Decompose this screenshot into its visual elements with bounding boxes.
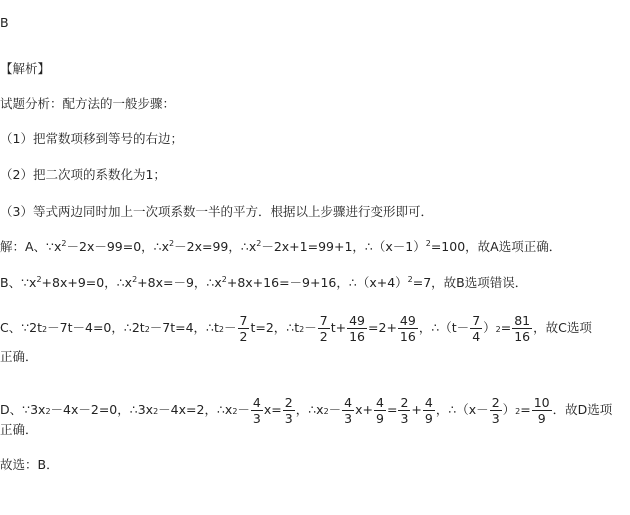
- exponent: 2: [232, 407, 238, 416]
- fraction-numerator: 7: [239, 313, 248, 328]
- solution-c-part: ，∴（t－: [418, 320, 470, 335]
- solution-d-part: x=: [263, 402, 282, 417]
- solution-d-part: ．故D选项: [552, 402, 613, 417]
- solution-b-part: +8x+9=0，∴x: [41, 275, 133, 290]
- fraction-numerator: 2: [400, 395, 409, 410]
- fraction-denominator: 9: [537, 411, 546, 426]
- fraction-numerator: 2: [491, 395, 500, 410]
- fraction: [398, 395, 410, 426]
- solution-c-part: ）: [483, 320, 496, 335]
- fraction-denominator: 16: [399, 329, 416, 344]
- exponent: 2: [45, 407, 51, 416]
- fraction-numerator: 7: [319, 313, 328, 328]
- solution-d-part: =: [520, 402, 531, 417]
- solution-d-part: －4x－2=0，∴3x: [50, 402, 154, 417]
- conclusion-text: 故选：B．: [0, 457, 59, 472]
- fraction-denominator: 3: [284, 411, 293, 426]
- fraction: [398, 313, 418, 344]
- analysis-title-text: 试题分析：配方法的一般步骤：: [0, 96, 176, 111]
- fraction-numerator: 4: [344, 395, 353, 410]
- answer-text: B: [0, 15, 9, 30]
- solution-b-line: [0, 274, 527, 292]
- solution-c-part: t=2，∴t: [250, 320, 300, 335]
- solution-d-part: x+: [355, 402, 373, 417]
- fraction-numerator: 81: [514, 313, 531, 328]
- exponent: 2: [515, 407, 521, 416]
- fraction: [318, 313, 330, 344]
- exponent: 2: [144, 325, 150, 334]
- solution-b-part: +8x=－9，∴x: [137, 275, 222, 290]
- exponent: 2: [132, 274, 138, 284]
- fraction-denominator: 2: [319, 329, 328, 344]
- exponent: 2: [407, 274, 413, 284]
- section-title-text: 【解析】: [0, 61, 51, 76]
- fraction: [532, 395, 552, 426]
- solution-a-part: =100，故A选项正确．: [430, 239, 562, 254]
- solution-d-part: ，∴（x－: [435, 402, 489, 417]
- answer-line: [0, 14, 9, 32]
- fraction-numerator: 10: [533, 395, 550, 410]
- fraction-denominator: 16: [349, 329, 366, 344]
- fraction-denominator: 9: [424, 411, 433, 426]
- solution-c-line: [0, 310, 592, 348]
- fraction-denominator: 3: [491, 411, 500, 426]
- solution-a-line: [0, 238, 561, 256]
- fraction-numerator: 49: [399, 313, 416, 328]
- fraction-numerator: 4: [376, 395, 384, 410]
- solution-c-part: －: [304, 320, 317, 335]
- solution-d-part: D、∵3x: [0, 402, 46, 417]
- section-title: [0, 60, 50, 78]
- fraction-numerator: 49: [349, 313, 366, 328]
- exponent: 2: [425, 238, 431, 248]
- solution-d-continuation: [0, 421, 38, 439]
- fraction-numerator: 7: [472, 313, 481, 328]
- exponent: 2: [218, 325, 225, 334]
- solution-c-continuation: [0, 348, 38, 366]
- fraction: [283, 395, 295, 426]
- step-3-text: （3）等式两边同时加上一次项系数一半的平方．根据以上步骤进行变形即可．: [0, 204, 433, 219]
- solution-c-part: －: [224, 320, 237, 335]
- solution-a-part: －2x=99，∴x: [174, 239, 257, 254]
- fraction: [423, 395, 435, 426]
- solution-d-line: [0, 392, 612, 430]
- exponent: 2: [169, 238, 175, 248]
- solution-c-part: =: [500, 320, 512, 335]
- solution-b-part: +8x+16=－9+16，∴（x+4）: [226, 275, 408, 290]
- exponent: 2: [36, 274, 42, 284]
- exponent: 2: [153, 407, 159, 416]
- solution-d-part: －: [237, 402, 250, 417]
- solution-d-part: －4x=2，∴x: [158, 402, 233, 417]
- exponent: 2: [256, 238, 262, 248]
- step-3: [0, 203, 433, 221]
- solution-c-part: ，故C选项: [533, 320, 592, 335]
- solution-b-part: B、∵x: [0, 275, 37, 290]
- fraction-numerator: 2: [284, 395, 293, 410]
- fraction: [342, 395, 354, 426]
- step-2-text: （2）把二次项的系数化为1；: [0, 167, 166, 182]
- fraction-denominator: 3: [252, 411, 261, 426]
- fraction-denominator: 3: [400, 411, 409, 426]
- solution-c-part: =2+: [368, 320, 397, 335]
- solution-b-part: =7，故B选项错误．: [412, 275, 528, 290]
- fraction: [490, 395, 502, 426]
- solution-d-part: －: [328, 402, 342, 417]
- exponent: 2: [61, 238, 67, 248]
- exponent: 2: [221, 274, 227, 284]
- solution-d-part: ）: [502, 402, 516, 417]
- fraction-numerator: 4: [424, 395, 433, 410]
- exponent: 2: [42, 325, 48, 334]
- solution-d-part: ，∴x: [295, 402, 324, 417]
- fraction: [251, 395, 263, 426]
- fraction: [347, 313, 367, 344]
- fraction-denominator: 9: [376, 411, 384, 426]
- fraction-numerator: 4: [252, 395, 261, 410]
- fraction: [512, 313, 532, 344]
- conclusion: [0, 456, 59, 474]
- fraction-denominator: 4: [472, 329, 481, 344]
- solution-c-part: C、∵2t: [0, 320, 43, 335]
- solution-c-cont-text: 正确．: [0, 349, 38, 364]
- solution-a-part: －2x－99=0，∴x: [66, 239, 170, 254]
- fraction: [238, 313, 250, 344]
- exponent: 2: [323, 407, 329, 416]
- solution-d-part: =: [386, 402, 398, 417]
- exponent: 2: [495, 325, 501, 334]
- exponent: 2: [299, 325, 305, 334]
- solution-a-part: －2x+1=99+1，∴（x－1）: [261, 239, 426, 254]
- step-2: [0, 166, 166, 184]
- solution-a-part: 解：A、∵x: [0, 239, 62, 254]
- solution-c-part: －7t=4，∴t: [149, 320, 219, 335]
- solution-d-cont-text: 正确．: [0, 422, 38, 437]
- solution-d-part: +: [411, 402, 422, 417]
- fraction: [374, 395, 386, 426]
- fraction-denominator: 16: [514, 329, 531, 344]
- solution-c-part: t+: [330, 320, 347, 335]
- solution-c-part: －7t－4=0，∴2t: [47, 320, 145, 335]
- fraction-denominator: 2: [239, 329, 248, 344]
- fraction: [470, 313, 482, 344]
- fraction-denominator: 3: [344, 411, 353, 426]
- analysis-title: [0, 95, 175, 113]
- step-1: [0, 130, 183, 148]
- step-1-text: （1）把常数项移到等号的右边；: [0, 131, 183, 146]
